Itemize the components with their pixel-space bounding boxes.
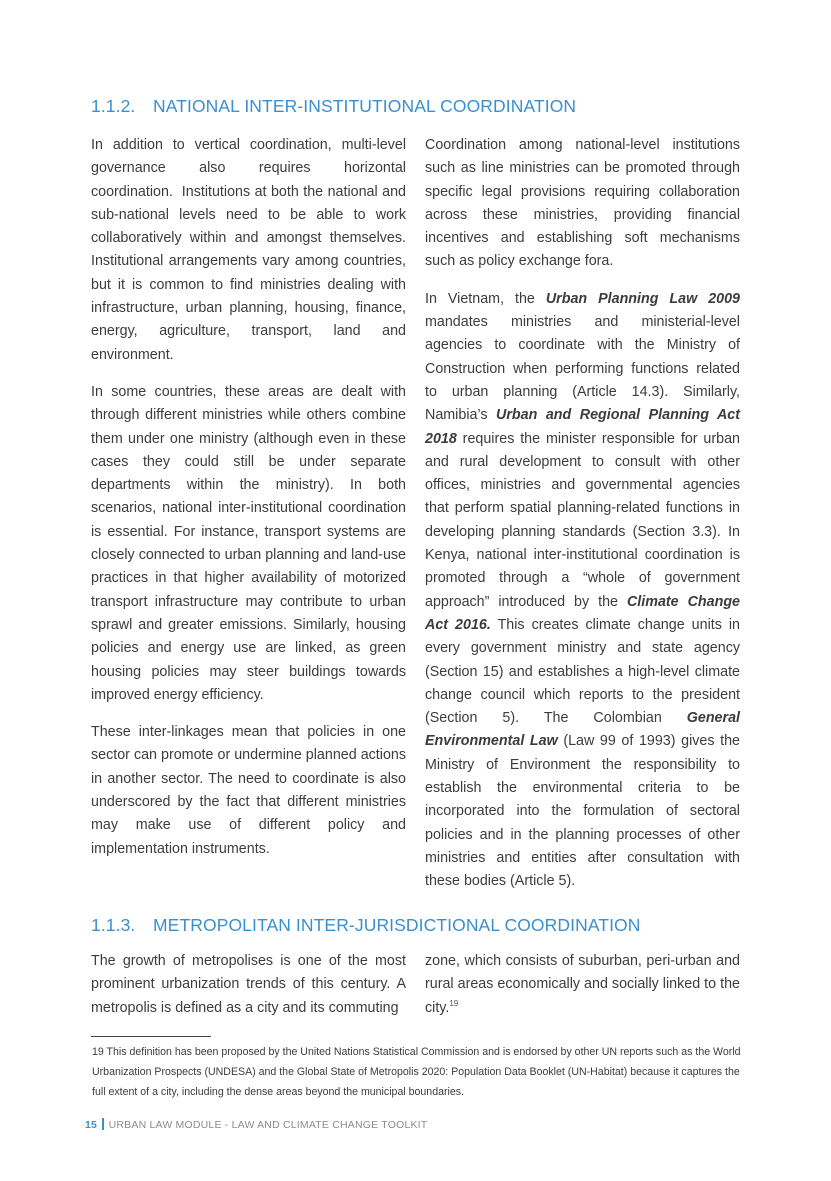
paragraph-with-laws	[425, 288, 740, 894]
paragraph: These inter-linkages mean that policies in one sector can promote or undermine planned actions in another sector. The need to coordinate is also underscored by the fact that different ministries may make use of different policy and implementation instruments.	[91, 724, 406, 857]
paragraph: Coordination among national-level institutions such as line ministries can be promoted through specific legal provisions requiring collaboration across these ministries, providing financial incentives and establishing soft mechanisms such as policy exchange fora.	[425, 137, 740, 270]
footnote-reference[interactable]: 19	[449, 998, 459, 1008]
text-run: zone, which consists of suburban, peri-urban and rural areas economically and socially linked to the city.	[425, 953, 740, 1016]
paragraph: The growth of metropolises is one of the most prominent urbanization trends of this century. A metropolis is defined as a city and its commuting	[91, 953, 406, 1016]
left-column-1-1-2	[91, 134, 406, 861]
section-title: NATIONAL INTER-INSTITUTIONAL COORDINATION	[153, 96, 577, 116]
paragraph	[425, 950, 740, 1020]
law-title-namibia: Urban and Regional Planning Act 2018	[425, 407, 740, 447]
footnote-text: 19 This definition has been proposed by the United Nations Statistical Commission and is endorsed by other UN reports such as the World Urbanization Prospects (UNDESA) and the Global State of Metropolis 2020: Population Data Booklet (UN-Habitat) because it captures the full extent of a city, including the dense areas beyond the municipal boundaries.	[92, 1046, 741, 1098]
text-run: This creates climate change units in every government ministry and state agency (Section 15) and establishes a high-level climate change council which reports to the president (Section 5). The Colombian	[425, 616, 740, 727]
paragraph: In some countries, these areas are dealt with through different ministries while others combine them under one ministry (although even in these cases they could still be under separate departments within the ministry). In both scenarios, national inter-institutional coordination is essential. For instance, transport systems are closely connected to urban planning and land-use practices in that higher availability of motorized transport infrastructure may contribute to urban sprawl and greater emissions. Similarly, housing policies and energy use are linked, as green housing policies may steer buildings towards improved energy efficiency.	[91, 383, 406, 703]
text-run: mandates ministries and ministerial-level agencies to coordinate with the Ministry of Construction when performing functions related to urban planning (Article 14.3). Similarly, Namibia’s	[425, 314, 740, 424]
text-run: (Law 99 of 1993) gives the Ministry of Environment the responsibility to establish the environmental criteria to be incorporated into the formulation of sectoral policies and in the planning processes of other ministries and entities after consultation with these bodies (Article 5).	[425, 733, 740, 890]
page-number: 15	[85, 1119, 98, 1131]
text-run: In Vietnam, the	[425, 290, 546, 307]
text-run: requires the minister responsible for urban and rural development to consult with other offices, ministries and governmental agencies that perform spatial planning-related functions in developing planning standards (Section 3.3). In Kenya, national inter-institutional coordination is promoted through a “whole of government approach” introduced by the	[425, 430, 740, 610]
law-title-vietnam: Urban Planning Law 2009	[545, 290, 740, 307]
footer-title: URBAN LAW MODULE - LAW AND CLIMATE CHANGE TOOLKIT	[108, 1119, 428, 1131]
footnote-divider	[91, 1036, 211, 1037]
right-column-1-1-2	[425, 134, 740, 894]
page-footer	[85, 1118, 427, 1131]
law-title-kenya: Climate Change Act 2016.	[425, 593, 740, 633]
section-heading-1-1-2	[91, 96, 576, 117]
section-heading-1-1-3	[91, 915, 641, 936]
right-column-1-1-3	[425, 950, 740, 1020]
left-column-1-1-3	[91, 950, 406, 1020]
footer-separator	[102, 1118, 104, 1130]
section-title: METROPOLITAN INTER-JURISDICTIONAL COORDINATION	[153, 915, 641, 935]
section-number: 1.1.3.	[91, 915, 136, 935]
paragraph: In addition to vertical coordination, multi-level governance also requires horizontal coordination. Institutions at both the national and sub-national levels need to be able to work collaboratively within and amongst themselves. Institutional arrangements vary among countries, but it is common to find ministries dealing with infrastructure, urban planning, housing, finance, energy, agriculture, transport, land and environment.	[91, 137, 406, 363]
section-number: 1.1.2.	[91, 96, 136, 116]
law-title-colombia: General Environmental Law	[425, 710, 740, 750]
